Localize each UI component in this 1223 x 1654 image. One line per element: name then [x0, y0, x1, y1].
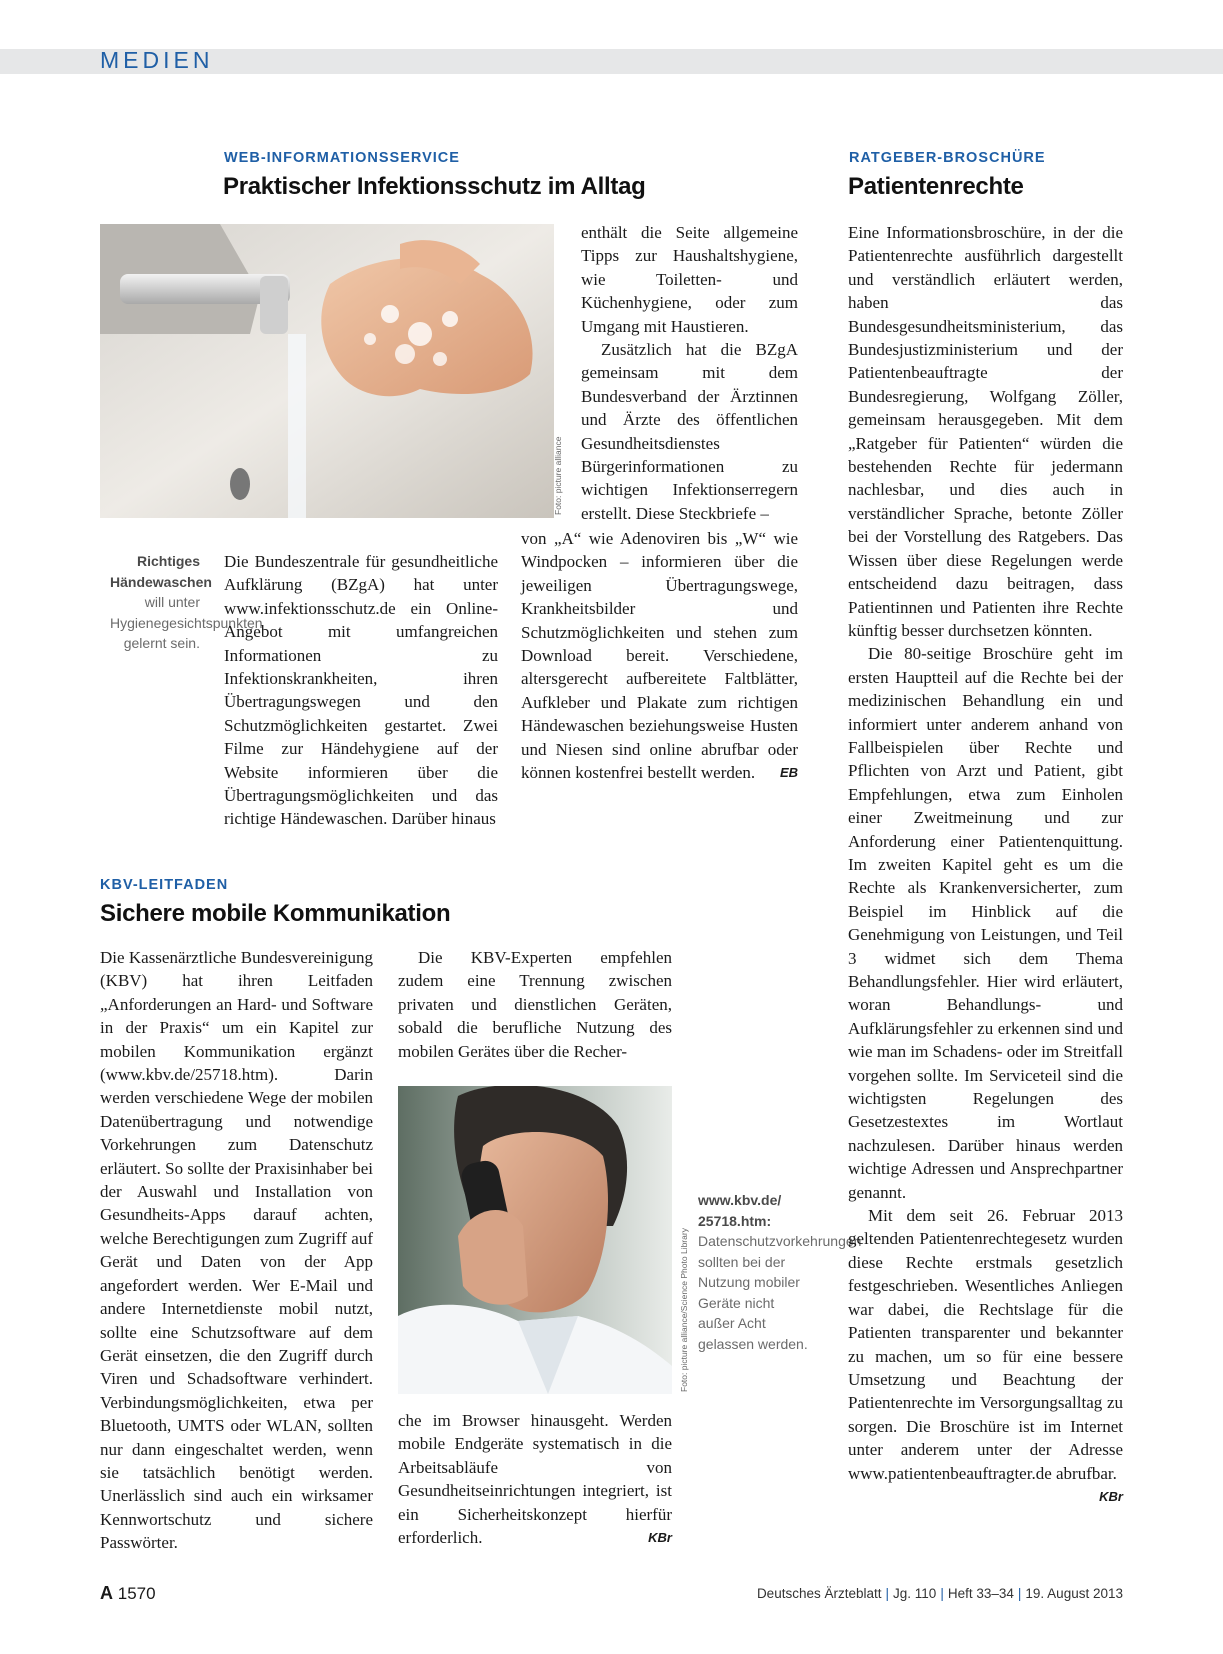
article1-column-2-top	[581, 221, 798, 525]
article1-column-2-bottom	[521, 527, 798, 784]
article3-p2: Die 80-seitige Broschüre geht im ersten Hauptteil auf die Rechte bei der medizinischen Behandlung ein und informiert unter anderem anhand von Fallbeispielen über Rechte und Pflichten von Arzt und Patient, gibt Empfehlungen, etwa zum Einholen einer Zweitmeinung und zur Anforderung einer Patientenquittung. Im zweiten Kapitel geht es um die Rechte als Krankenversicherter, zum Beispiel im Hinblick auf die Genehmigung von Leistungen, und Teil 3 widmet sich dem Thema Behandlungsfehler. Hier wird erläutert, woran Behandlungs- und Aufklärungsfehler zu erkennen sind und wie man im Schadens- oder im Streitfall vorgehen sollte. Im Serviceteil sind die wichtigsten Regelungen des Gesetzestextes im Wortlaut nachzulesen. Darüber hinaus werden wichtige Adressen und Ansprechpartner genannt.	[848, 644, 1123, 1202]
article3-p1: Eine Informationsbroschüre, in der die Patientenrechte ausführlich dargestellt und verständlich erläutert werden, haben das Bundesgesundheitsministerium, das Bundesjustizministerium und der Patientenbeauftragte der Bundesregierung, Wolfgang Zöller, gemeinsam herausgegeben. Mit dem „Ratgeber für Patienten“ würden die bestehenden Rechte für jedermann nachlesbar, und dies auch in verständlicher Sprache, betonte Zöller bei der Vorstellung des Ratgebers. Das Wissen über diese Regelungen werde entscheidend dazu beitragen, dass Patientinnen und Patienten ihre Rechte künftig besser durchsetzen könnten.	[848, 223, 1123, 640]
section-label: MEDIEN	[100, 47, 214, 73]
article2-kicker: KBV-LEITFADEN	[100, 877, 229, 893]
article1-kicker: WEB-INFORMATIONSSERVICE	[224, 150, 460, 166]
journal-info: Deutsches Ärzteblatt | Jg. 110 | Heft 33–34 | 19. August 2013	[756, 1586, 1123, 1601]
article2-title: Sichere mobile Kommunikation	[100, 900, 451, 927]
phone-call-photo	[398, 1086, 672, 1394]
article1-col1-text: Die Bundeszentrale für gesundheitliche Aufklärung (BZgA) hat unter www.infektionsschutz.de ein Online-Angebot mit umfangreichen Informationen zu Infektionskrankheiten, ihren Übertragungswegen und den Schutzmöglichkeiten gestartet. Zwei Filme zur Händehygiene auf der Website informieren über die Übertragungsmöglichkeiten und das richtige Händewaschen. Darüber hinaus	[224, 552, 498, 829]
article3-column	[848, 221, 1123, 1508]
photo-credit-1: Foto: picture alliance	[553, 436, 563, 515]
article3-kicker: RATGEBER-BROSCHÜRE	[849, 150, 1046, 166]
article2-col1-text: Die Kassenärztliche Bundesvereinigung (KBV) hat ihren Leitfaden „Anforderungen an Hard- und Software in der Praxis“ um ein Kapitel zur mobilen Kommunikation ergänzt (www.kbv.de/25718.htm). Darin werden verschiedene Wege der mobilen Datenübertragung und notwendige Vorkehrungen zum Datenschutz erläutert. So sollte der Praxisinhaber bei der Auswahl und Installation von Gesundheits-Apps darauf achten, welche Berechtigungen zum Zugriff auf Gerät und Daten von der App angefordert werden. Wer E-Mail und andere Internetdienste mobil nutzt, sollte eine Schutzsoftware auf dem Gerät einsetzen, die den Zugriff durch Viren und Schadsoftware verhindert. Verbindungsmöglichkeiten, etwa per Bluetooth, UMTS oder WLAN, sollten nur dann eingeschaltet werden, wenn sie tatsächlich benötigt werden. Unerlässlich sind auch ein wirksamer Kennwortschutz und sichere Passwörter.	[100, 948, 373, 1553]
article1-signature: EB	[779, 765, 798, 781]
article2-col2b-text	[398, 1409, 672, 1549]
article2-column-1	[100, 946, 373, 1555]
journal-issue: Heft 33–34	[947, 1586, 1014, 1601]
caption-text: will unter Hygienegesichtspunkten gelernt sein.	[110, 594, 263, 651]
article1-col2c-text	[521, 527, 798, 784]
caption-text: Datenschutzvorkehrungen sollten bei der Nutzung mobiler Geräte nicht außer Acht gelassen werden.	[698, 1233, 862, 1352]
photo-credit-2: Foto: picture alliance/Science Photo Library	[679, 1228, 689, 1392]
journal-volume: Jg. 110	[893, 1586, 937, 1601]
article1-col2c-body: von „A“ wie Adenoviren bis „W“ wie Windpocken – informieren über die jeweiligen Übertragungswege, Krankheitsbilder und Schutzmöglichkeiten und stehen zum Download bereit. Verschiedene, altersgerecht aufbereitete Faltblätter, Aufkleber und Plakate zum richtigen Händewaschen beziehungsweise Husten und Niesen sind online abrufbar oder können kostenfrei bestellt werden.	[521, 529, 798, 783]
page-number	[100, 1583, 156, 1604]
page-number-value: 1570	[117, 1584, 156, 1603]
article2-column-2-bottom	[398, 1409, 672, 1549]
caption-bold: Richtiges Händewaschen	[110, 553, 212, 590]
article1-caption	[110, 551, 263, 654]
article2-caption	[698, 1190, 862, 1354]
handwashing-photo	[100, 224, 554, 518]
article3-title: Patientenrechte	[848, 173, 1024, 200]
article1-col2a-text: enthält die Seite allgemeine Tipps zur Haushaltshygiene, wie Toiletten- und Küchenhygiene, oder zum Umgang mit Haustieren.	[581, 223, 798, 336]
article3-p3-wrap	[848, 1204, 1123, 1504]
page-prefix: A	[100, 1583, 113, 1603]
journal-name: Deutsches Ärzteblatt	[756, 1586, 882, 1601]
caption-link-bold: www.kbv.de/ 25718.htm:	[698, 1192, 782, 1229]
article1-title: Praktischer Infektionsschutz im Alltag	[223, 173, 646, 200]
article2-column-2-top	[398, 946, 672, 1063]
article1-col2b-text: Zusätzlich hat die BZgA gemeinsam mit dem Bundesverband der Ärztinnen und Ärzte des öffentlichen Gesundheitsdienstes Bürgerinformationen zu wichtigen Infektionserregern erstellt. Diese Steckbriefe –	[581, 340, 798, 523]
article2-signature: KBr	[648, 1530, 672, 1546]
article3-signature: KBr	[1099, 1488, 1123, 1504]
article3-p3: Mit dem seit 26. Februar 2013 geltenden Patientenrechtegesetz wurden diese Rechte erstmals gesetzlich festgeschrieben. Wesentliches Anliegen war dabei, die Rechtslage für die Patienten transparenter und bekannter zu machen, um so für eine bessere Umsetzung und Beachtung der Patientenrechte im Versorgungsalltag zu sorgen. Die Broschüre ist im Internet unter anderem unter der Adresse www.patientenbeauftragter.de abrufbar.	[848, 1206, 1123, 1483]
article2-col2b-body: che im Browser hinausgeht. Werden mobile Endgeräte systematisch in die Arbeitsabläufe von Gesundheitseinrichtungen integriert, ist ein Sicherheitskonzept hierfür erforderlich.	[398, 1411, 672, 1548]
article1-column-1	[224, 550, 498, 831]
journal-date: 19. August 2013	[1025, 1586, 1123, 1601]
article2-col2a-text: Die KBV-Experten empfehlen zudem eine Trennung zwischen privaten und dienstlichen Geräten, sobald die berufliche Nutzung des mobilen Gerätes über die Recher-	[398, 948, 672, 1061]
